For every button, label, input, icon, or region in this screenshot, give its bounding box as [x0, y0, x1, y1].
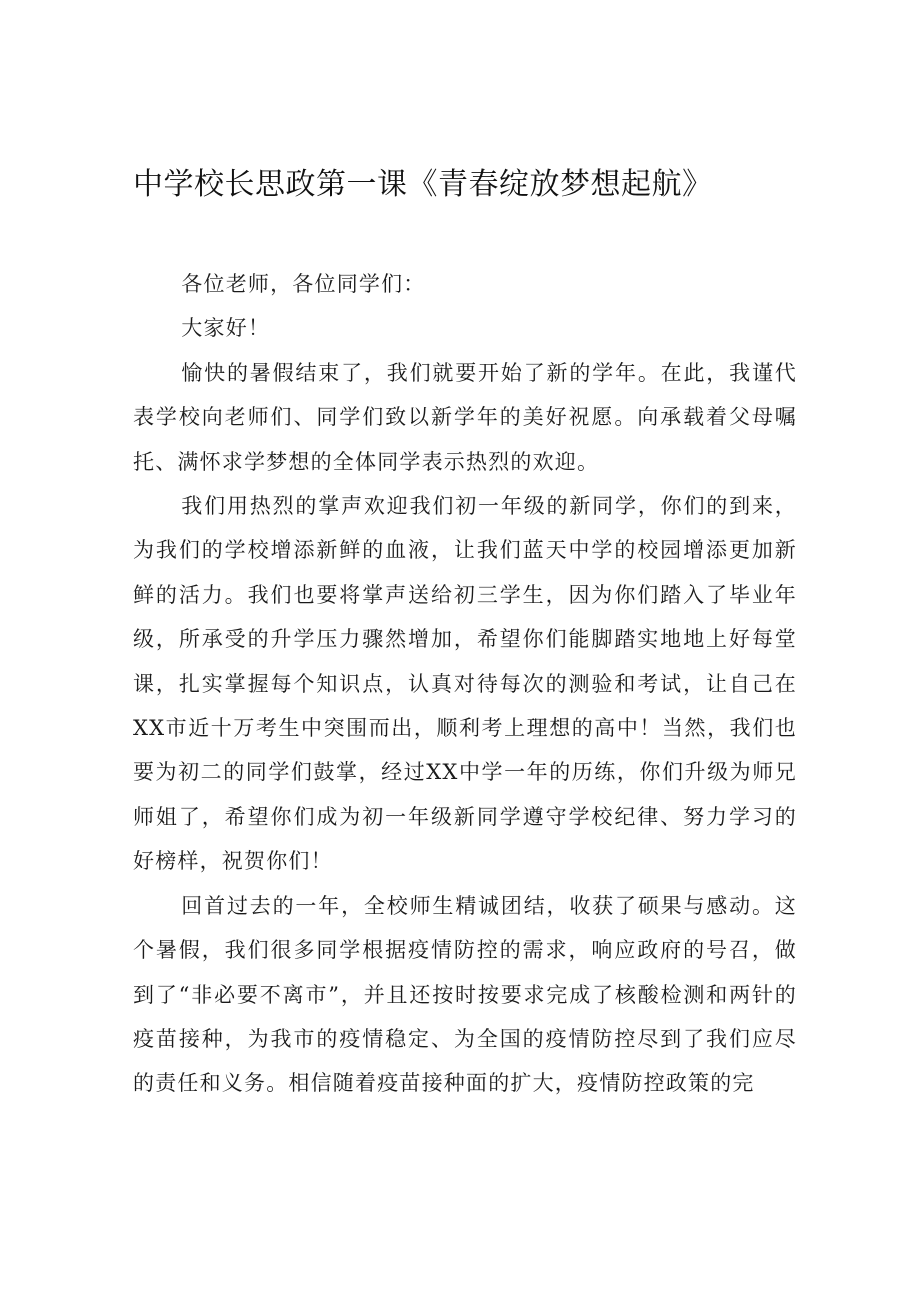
paragraph-greeting: 大家好！ — [181, 316, 271, 341]
paragraph-salutation: 各位老师，各位同学们： — [181, 272, 426, 296]
paragraph-students: 我们用热烈的掌声欢迎我们初一年级的新同学，你们的到来，为我们的学校增添新鲜的血液，让我们蓝天中学的校园增添更加新鲜的活力。我们也要将掌声送给初三学生，因为你们踏入了毕业年级，所承受的升学压力骤然增加，希望你们能脚踏实地地上好每堂课，扎实掌握每个知识点，认真对待每次的测验和考试，让自己在XX市近十万考生中突围而出，顺利考上理想的高中！当然，我们也要为初二的同学们鼓掌，经过XX中学一年的历练，你们升级为师兄师姐了，希望你们成为初一年级新同学遵守学校纪律、努力学习的好榜样，祝贺你们！ — [133, 494, 797, 874]
paragraph-review: 回首过去的一年，全校师生精诚团结，收获了硕果与感动。这个暑假，我们很多同学根据疫情防控的需求，响应政府的号召，做到了“非必要不离市”，并且还按时按要求完成了核酸检测和两针的疫苗接种，为我市的疫情稳定、为全国的疫情防控尽到了我们应尽的责任和义务。相信随着疫苗接种面的扩大，疫情防控政策的完 — [133, 893, 797, 1096]
document-body — [133, 262, 797, 1106]
document-title: 中学校长思政第一课《青春绽放梦想起航》 — [133, 167, 713, 202]
paragraph-welcome: 愉快的暑假结束了，我们就要开始了新的学年。在此，我谨代表学校向老师们、同学们致以新学年的美好祝愿。向承载着父母嘱托、满怀求学梦想的全体同学表示热烈的欢迎。 — [133, 360, 797, 474]
